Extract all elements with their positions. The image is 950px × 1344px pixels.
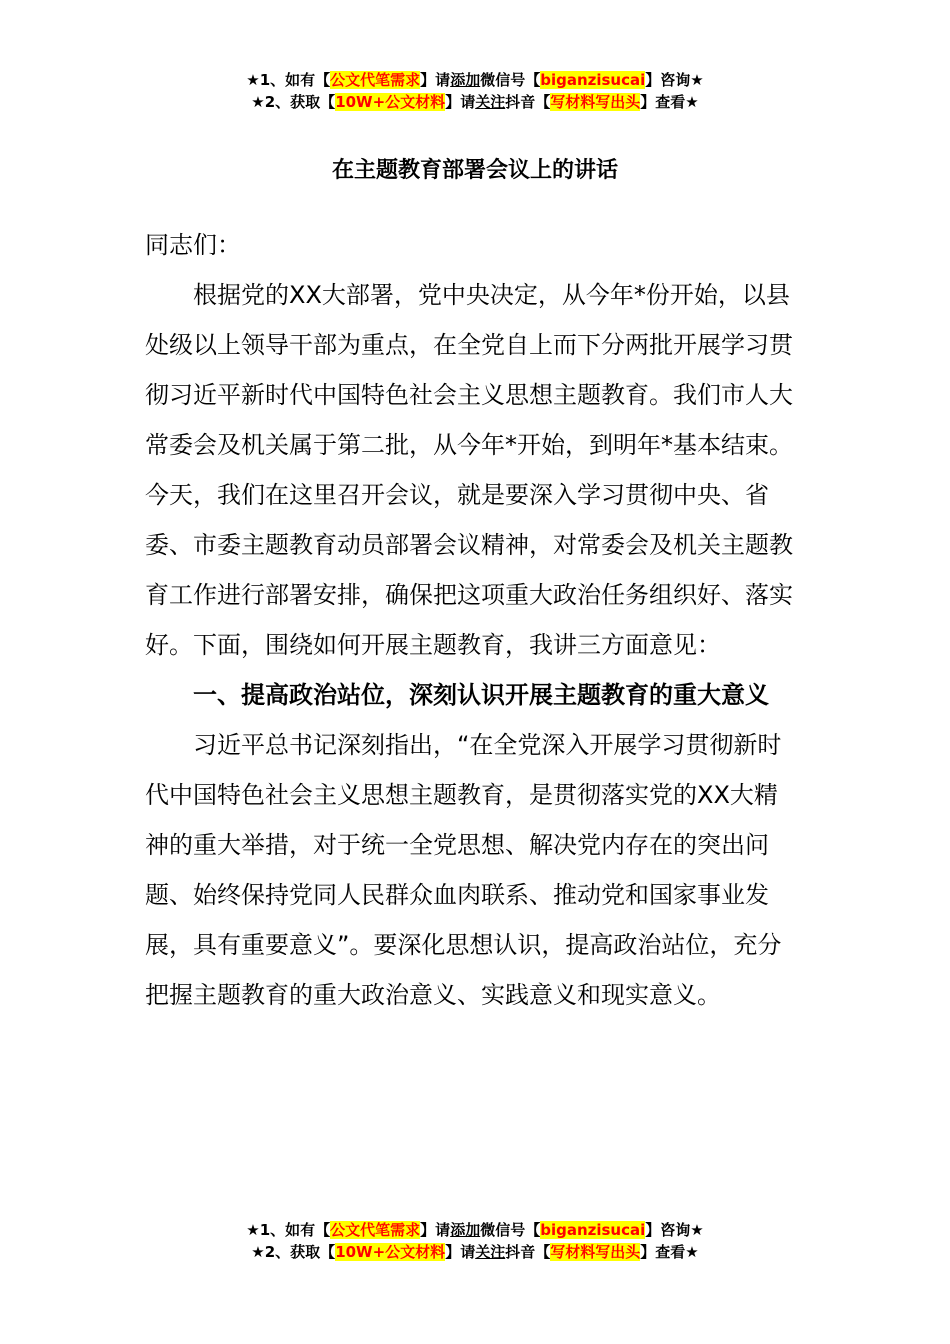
notice-line-2: ★2、获取【10W+公文材料】请关注抖音【写材料写出头】查看★ (251, 93, 699, 111)
wechat-id: biganzisucai (540, 1221, 646, 1239)
notice-line-1: ★1、如有【公文代笔需求】请添加微信号【biganzisucai】咨询★ (246, 1221, 704, 1239)
douyin-account: 写材料写出头 (550, 93, 641, 111)
body-paragraph: 习近平总书记深刻指出，“在全党深入开展学习贯彻新时代中国特色社会主义思想主题教育，是贯彻落实党的XX大精神的重大举措，对于统一全党思想、解决党内存在的突出问题、始终保持党同人民群众血肉联系、推动党和国家事业发展，具有重要意义”。要深化思想认识，提高政治站位，充分把握主题教育的重大政治意义、实践意义和现实意义。 (145, 731, 782, 1009)
salutation: 同志们： (145, 231, 241, 259)
notice-line-2: ★2、获取【10W+公文材料】请关注抖音【写材料写出头】查看★ (251, 1243, 699, 1261)
section-heading: 一、提高政治站位，深刻认识开展主题教育的重大意义 (193, 681, 769, 709)
header-notice (0, 69, 950, 113)
highlight-text: 公文代笔需求 (330, 71, 421, 89)
wechat-id: biganzisucai (540, 71, 646, 89)
highlight-text: 公文代笔需求 (330, 1221, 421, 1239)
highlight-text: 10W+公文材料 (335, 93, 446, 111)
document-title: 在主题教育部署会议上的讲话 (331, 158, 618, 183)
document-body (145, 220, 800, 1020)
highlight-text: 10W+公文材料 (335, 1243, 446, 1261)
body-paragraph: 根据党的XX大部署，党中央决定，从今年*份开始，以县处级以上领导干部为重点，在全党自上而下分两批开展学习贯彻习近平新时代中国特色社会主义思想主题教育。我们市人大常委会及机关属于第二批，从今年*开始，到明年*基本结束。今天，我们在这里召开会议，就是要深入学习贯彻中央、省委、市委主题教育动员部署会议精神，对常委会及机关主题教育工作进行部署安排，确保把这项重大政治任务组织好、落实好。下面，围绕如何开展主题教育，我讲三方面意见： (145, 281, 793, 659)
douyin-account: 写材料写出头 (550, 1243, 641, 1261)
footer-notice (0, 1219, 950, 1263)
notice-line-1: ★1、如有【公文代笔需求】请添加微信号【biganzisucai】咨询★ (246, 71, 704, 89)
